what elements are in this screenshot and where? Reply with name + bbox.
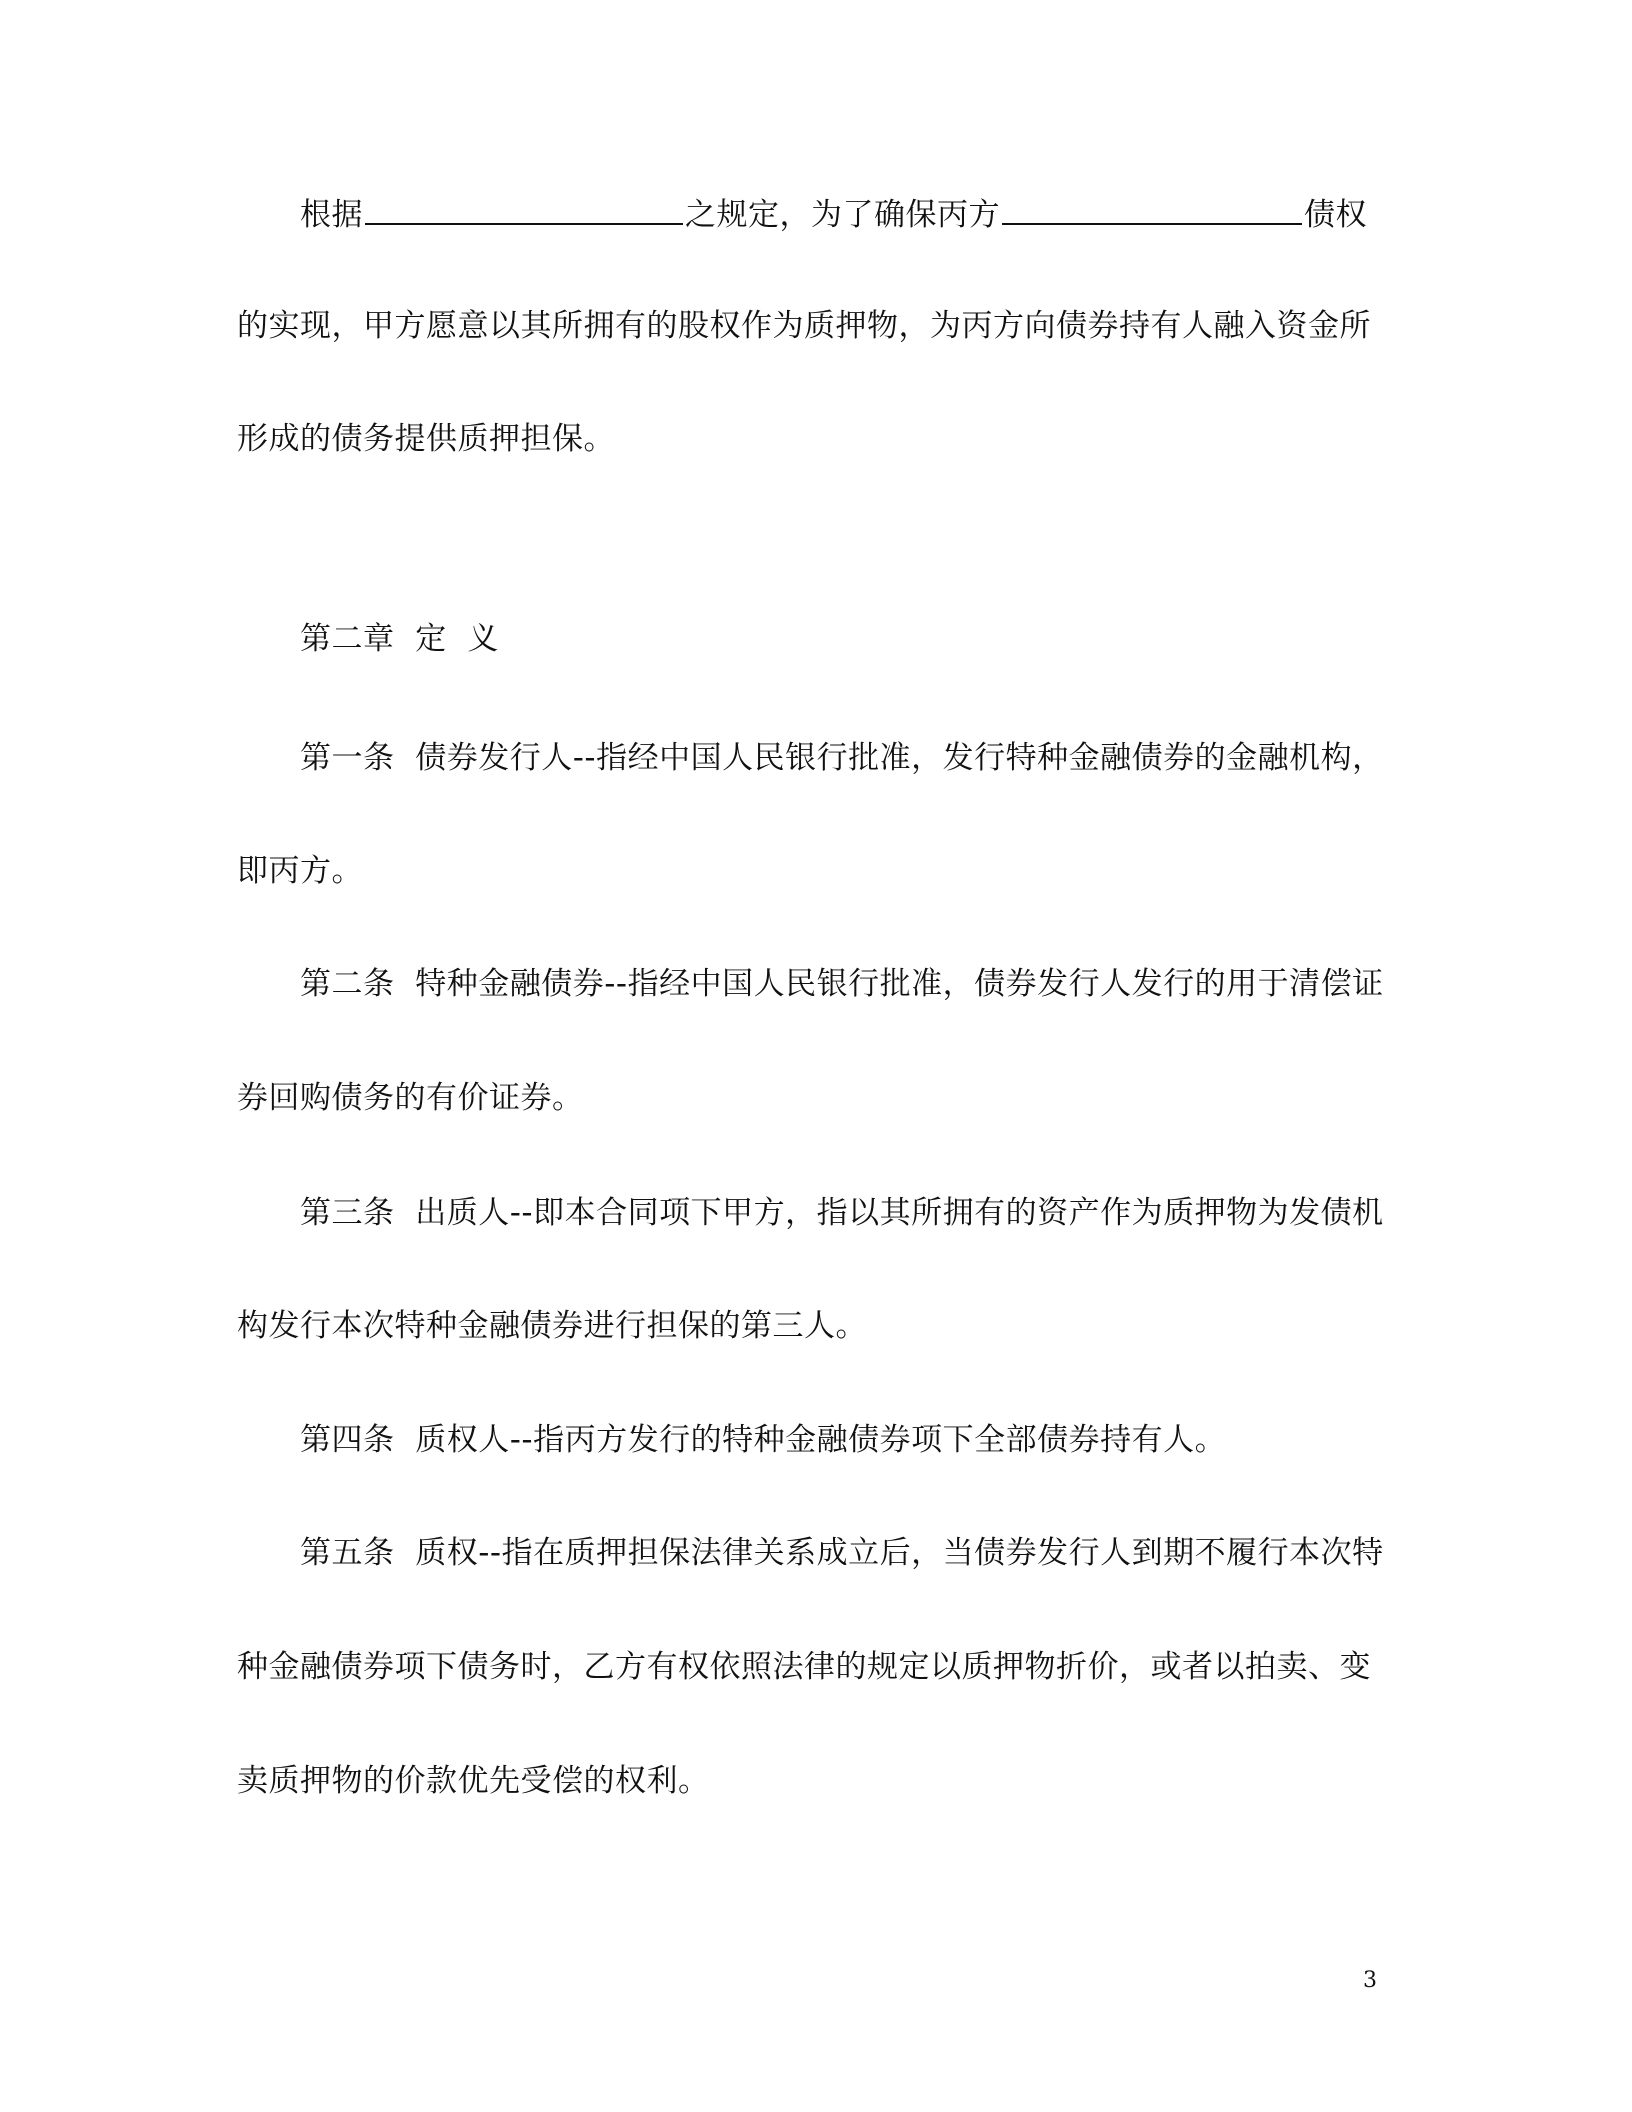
article-2-line-2: 券回购债务的有价证券。 [237, 1080, 584, 1116]
chapter-heading: 第二章 定 义 [300, 621, 499, 657]
intro-line-2: 的实现，甲方愿意以其所拥有的股权作为质押物，为丙方向债券持有人融入资金所 [237, 308, 1371, 344]
article-5-line-3: 卖质押物的价款优先受偿的权利。 [237, 1763, 710, 1799]
article-3-line-1: 第三条 出质人--即本合同项下甲方，指以其所拥有的资产作为质押物为发债机 [300, 1195, 1384, 1231]
blank-field-1[interactable] [365, 193, 683, 225]
intro-text-part2: 之规定，为了确保丙方 [685, 197, 1000, 233]
article-2-line-1: 第二条 特种金融债券--指经中国人民银行批准，债券发行人发行的用于清偿证 [300, 966, 1384, 1002]
article-5-line-1: 第五条 质权--指在质押担保法律关系成立后，当债券发行人到期不履行本次特 [300, 1535, 1384, 1571]
article-4-line-1: 第四条 质权人--指丙方发行的特种金融债券项下全部债券持有人。 [300, 1422, 1227, 1458]
page-number: 3 [1363, 1968, 1377, 1993]
intro-text-part3: 债权 [1304, 197, 1367, 233]
article-1-line-2: 即丙方。 [237, 853, 363, 889]
intro-text-part1: 根据 [300, 197, 363, 233]
blank-field-2[interactable] [1002, 193, 1302, 225]
article-1-line-1: 第一条 债券发行人--指经中国人民银行批准，发行特种金融债券的金融机构， [300, 740, 1384, 776]
intro-line-3: 形成的债务提供质押担保。 [237, 421, 615, 457]
article-3-line-2: 构发行本次特种金融债券进行担保的第三人。 [237, 1308, 867, 1344]
article-5-line-2: 种金融债券项下债务时，乙方有权依照法律的规定以质押物折价，或者以拍卖、变 [237, 1649, 1371, 1685]
intro-line-1 [300, 193, 1367, 235]
